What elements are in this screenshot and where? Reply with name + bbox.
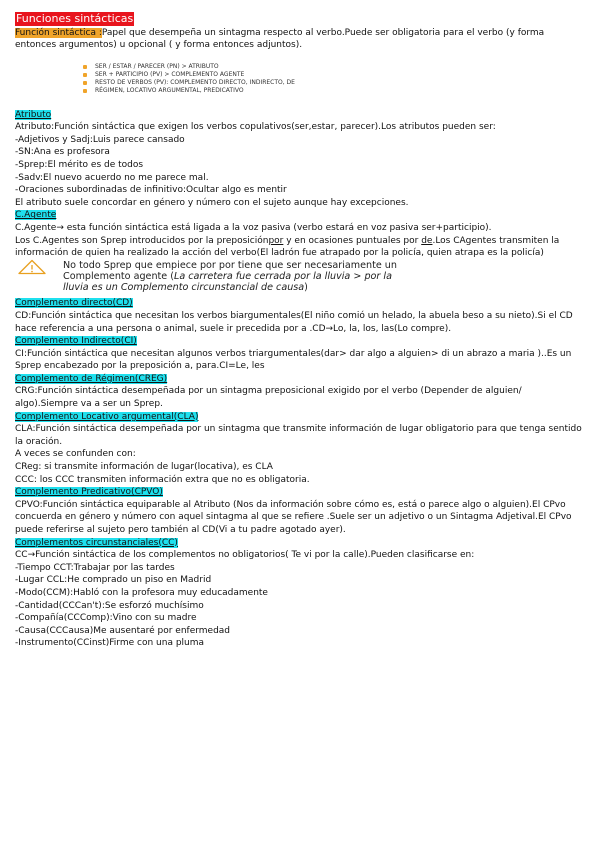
list-item: RESTO DE VERBOS (PV): COMPLEMENTO DIRECTO, INDIRECTO, DE <box>83 79 587 87</box>
atributo-line: Atributo:Función sintáctica que exigen los verbos copulativos(ser,estar, parecer).Los atributos pueden ser: <box>15 122 496 133</box>
list-item: SER / ESTAR / PARECER (PN) > ATRIBUTO <box>83 63 587 71</box>
cla-line: CLA:Función sintáctica desempeñada por un sintagma que transmite información de lugar obligatorio para que tenga sentido la oración. <box>15 424 582 447</box>
cpvo-heading: Complemento Predicativo(CPVO) <box>15 487 163 498</box>
intro-paragraph <box>15 27 587 52</box>
cpvo-text: CPVO:Función sintáctica equiparable al Atributo (Nos da información sobre cómo es, está o parece algo o alguien).El CPvo concuerda en género y número con aquel sintagma al que se refiere .Suele ser un adjetivo o un Sintagma Adjetival.El CPvo puede referirse al sujeto pero también al CD(Vi a tu padre agotado ayer). <box>15 499 572 536</box>
atributo-line: -SN:Ana es profesora <box>15 147 110 158</box>
cagente-text: Los C.Agentes son Sprep introducidos por la preposición <box>15 235 269 246</box>
warning-note <box>17 260 587 294</box>
document-title: Funciones sintácticas <box>16 12 134 25</box>
cc-line: -Causa(CCCausa)Me ausentaré por enfermedad <box>15 625 231 636</box>
atributo-heading: Atributo <box>15 109 52 120</box>
cagente-text: .Los CAgentes transmiten la información de quien ha realizado la acción del verbo(El ladrón fue atrapado por la policía, quien atrapa es la policía) <box>15 235 560 259</box>
cc-line: -Cantidad(CCCan't):Se esforzó muchísimo <box>15 600 204 611</box>
cc-line: -Compañía(CCComp):Vino con su madre <box>15 613 197 624</box>
ci-heading: Complemento Indirecto(CI) <box>15 336 137 347</box>
list-item: SER + PARTICIPIO (PV) > COMPLEMENTO AGENTE <box>83 71 587 79</box>
document-content <box>15 12 587 650</box>
atributo-line: -Adjetivos y Sadj:Luis parece cansado <box>15 134 185 145</box>
atributo-line: -Sprep:El mérito es de todos <box>15 159 144 170</box>
cla-line: CReg: si transmite información de lugar(locativa), es CLA <box>15 462 273 473</box>
intro-label: Función sintáctica : <box>15 27 102 38</box>
title-line <box>15 12 587 27</box>
cagente-heading: C.Agente <box>15 210 57 221</box>
creg-text: CRG:Función sintáctica desempeñada por un sintagma preposicional exigido por el verbo (Depender de alguien/ algo).Siempre va a ser un Sprep. <box>15 386 522 410</box>
bullet-list <box>83 63 587 96</box>
cla-line: A veces se confunden con: <box>15 449 136 460</box>
cc-line: CC→Función sintáctica de los complementos no obligatorios( Te vi por la calle).Pueden clasificarse en: <box>15 550 475 561</box>
atributo-line: El atributo suele concordar en género y número con el sujeto aunque hay excepciones. <box>15 197 409 208</box>
atributo-line: -Sadv:El nuevo acuerdo no me parece mal. <box>15 172 209 183</box>
cc-line: -Instrumento(CCinst)Firme con una pluma <box>15 638 205 649</box>
ci-text: CI:Función sintáctica que necesitan algunos verbos triargumentales(dar> dar algo a alguien> di un abrazo a maria )..Es un Sprep encabezado por la preposición a, para.CI=Le, les <box>15 348 572 372</box>
preposition-de: de <box>421 235 433 246</box>
cd-text: CD:Función sintáctica que necesitan los verbos biargumentales(El niño comió un helado, la abuela beso a su nieto).Si el CD hace referencia a una persona o animal, suele ir precedida por a .CD→Lo, la, los, las(Lo compre). <box>15 310 573 334</box>
cd-heading: Complemento directo(CD) <box>15 298 133 309</box>
creg-heading: Complemento de Régimen(CREG) <box>15 373 168 384</box>
atributo-line: -Oraciones subordinadas de infinitivo:Ocultar algo es mentir <box>15 185 287 196</box>
list-item: RÉGIMEN, LOCATIVO ARGUMENTAL, PREDICATIVO <box>83 87 587 95</box>
cc-line: -Lugar CCL:He comprado un piso en Madrid <box>15 575 212 586</box>
cla-heading: Complemento Locativo argumental(CLA) <box>15 411 199 422</box>
warning-triangle-icon <box>17 259 47 280</box>
cc-line: -Modo(CCM):Habló con la profesora muy educadamente <box>15 587 268 598</box>
cc-line: -Tiempo CCT:Trabajar por las tardes <box>15 562 175 573</box>
preposition-por: por <box>268 235 284 246</box>
warning-example: La carretera fue cerrada por la lluvia > por la <box>174 270 392 282</box>
cla-line: CCC: los CCC transmiten información extra que no es obligatoria. <box>15 474 310 485</box>
cagente-paragraph <box>15 235 587 260</box>
warning-line: Complemento agente ( <box>63 270 174 282</box>
cagente-line: C.Agente→ esta función sintáctica está ligada a la voz pasiva (verbo estará en voz pasiva ser+participio). <box>15 222 492 233</box>
warning-example: lluvia es un Complemento circunstancial de causa <box>63 282 305 294</box>
warning-line: ) <box>304 282 308 294</box>
warning-line: No todo Sprep que empiece por por tiene que ser necesariamente un <box>63 259 397 271</box>
intro-text: Papel que desempeña un sintagma respecto al verbo.Puede ser obligatoria para el verbo (y forma entonces argumentos) u opcional ( y forma entonces adjuntos). <box>15 27 545 51</box>
cc-heading: Complementos circunstanciales(CC) <box>15 537 178 548</box>
cagente-text: y en ocasiones puntuales por <box>283 235 422 246</box>
